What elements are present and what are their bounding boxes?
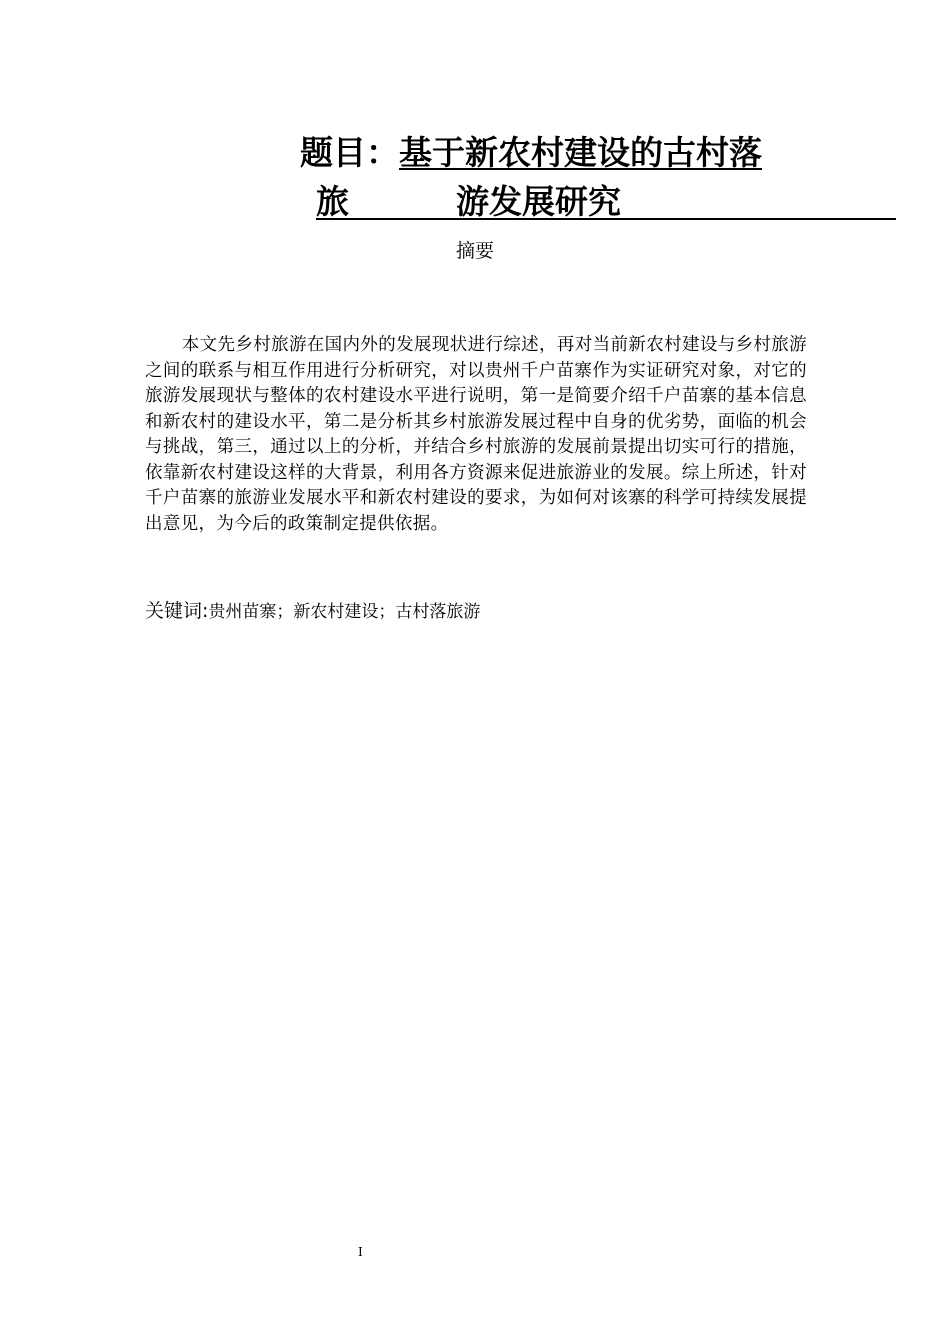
title-line-2: [316, 182, 896, 220]
title-text-line-1: 基于新农村建设的古村落: [399, 133, 762, 172]
title-line-1: [300, 132, 762, 174]
keywords: [145, 597, 480, 626]
abstract-heading-text: 摘要: [455, 240, 494, 262]
abstract-body: 本文先乡村旅游在国内外的发展现状进行综述，再对当前新农村建设与乡村旅游之间的联系与相互作用进行分析研究，对以贵州千户苗寨作为实证研究对象，对它的旅游发展现状与整体的农村建设水平进行说明，第一是简要介绍千户苗寨的基本信息和新农村的建设水平，第二是分析其乡村旅游发展过程中自身的优劣势，面临的机会与挑战，第三，通过以上的分析，并结合乡村旅游的发展前景提出切实可行的措施，依靠新农村建设这样的大背景，利用各方资源来促进旅游业的发展。综上所述，针对千户苗寨的旅游业发展水平和新农村建设的要求，为如何对该寨的科学可持续发展提出意见，为今后的政策制定提供依据。: [145, 335, 807, 534]
title-prefix: 题目：: [300, 133, 399, 172]
keywords-label: 关键词:: [145, 600, 209, 622]
abstract-heading: [0, 238, 950, 264]
keywords-values: 贵州苗寨；新农村建设；古村落旅游: [208, 602, 481, 622]
title-text-line-2-a: 旅: [316, 182, 349, 221]
page-number: I: [358, 1245, 363, 1259]
title-text-line-2-b: 游发展研究: [456, 182, 621, 221]
